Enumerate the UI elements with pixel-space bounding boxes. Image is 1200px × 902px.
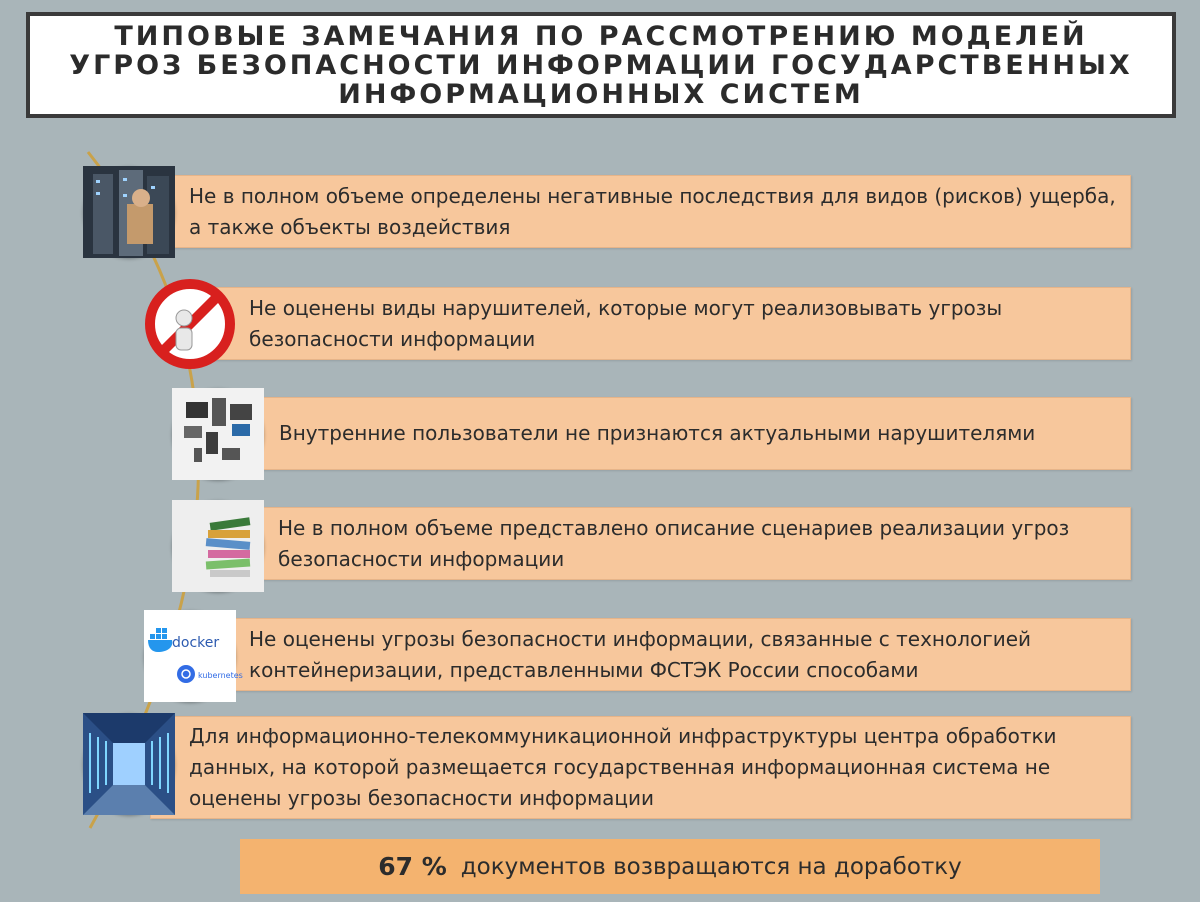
computers-icon <box>172 388 264 480</box>
footer-text: документов возвращаются на доработку <box>460 853 962 880</box>
item-text: Не в полном объеме представлено описание сценариев реализации угроз безопасности информации <box>278 515 1070 571</box>
footer-percent: 67 % <box>378 852 447 881</box>
books-icon <box>172 500 264 592</box>
server-rack-icon <box>83 166 175 258</box>
data-center-icon <box>83 713 175 815</box>
item-text: Для информационно-телекоммуникационной инфраструктуры центра обработки данных, на которой размещается государственная информационная система не оценены угрозы безопасности информации <box>189 724 1057 810</box>
list-item <box>150 175 1131 248</box>
item-text: Не в полном объеме определены негативные последствия для видов (рисков) ущерба, а также объекты воздействия <box>189 183 1116 239</box>
svg-text:kubernetes: kubernetes <box>198 671 243 680</box>
item-text: Не оценены угрозы безопасности информации, связанные с технологией контейнеризации, представленными ФСТЭК России способами <box>249 626 1032 682</box>
list-item <box>245 507 1131 580</box>
list-item <box>212 287 1131 360</box>
page-title: ТИПОВЫЕ ЗАМЕЧАНИЯ ПО РАССМОТРЕНИЮ МОДЕЛЕЙ УГРОЗ БЕЗОПАСНОСТИ ИНФОРМАЦИИ ГОСУДАРСТВЕННЫХ ИНФОРМАЦИОННЫХ СИСТЕМ <box>69 20 1133 110</box>
docker-kubernetes-icon <box>144 610 243 702</box>
list-item <box>150 716 1131 819</box>
item-text: Не оценены виды нарушителей, которые могут реализовывать угрозы безопасности информации <box>249 295 1003 351</box>
svg-text:docker: docker <box>172 635 220 651</box>
list-item <box>242 397 1131 470</box>
list-item <box>212 618 1131 691</box>
prohibited-person-icon <box>144 278 236 370</box>
footer-banner <box>240 839 1100 894</box>
item-text: Внутренние пользователи не признаются актуальными нарушителями <box>279 421 1036 445</box>
